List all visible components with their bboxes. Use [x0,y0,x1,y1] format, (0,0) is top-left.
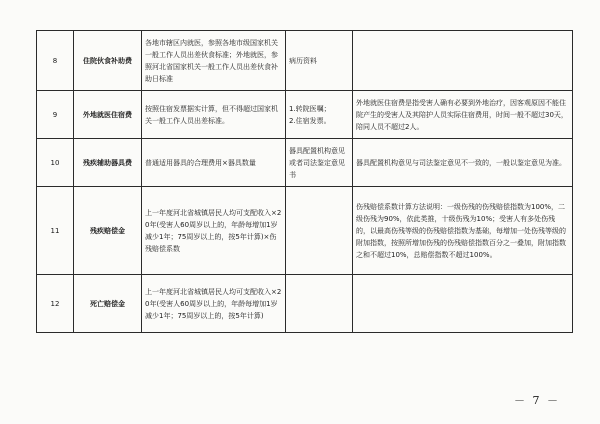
table-row [37,275,573,333]
remarks: 外地就医住宿费是指受害人确有必要到外地治疗，因客观原因不能住院产生的受害人及其陪护人员实际住宿费用，时间一般不超过30天，陪同人员不超过2人。 [353,91,573,139]
table-row [37,139,573,187]
row-number: 12 [37,275,74,333]
evidence-materials: 病历资料 [286,31,353,91]
calculation-standard: 按照住宿发票据实计算，但不得超过国家机关一般工作人员出差标准。 [142,91,286,139]
item-name: 外地就医住宿费 [74,91,142,139]
table-body [37,31,573,333]
calculation-standard: 普通适用器具的合理费用×器具数量 [142,139,286,187]
item-name: 残疾辅助器具费 [74,139,142,187]
calculation-standard: 上一年度河北省城镇居民人均可支配收入×20年(受害人60周岁以上的，年龄每增加1岁减少1年；75周岁以上的，按5年计算) [142,275,286,333]
row-number: 10 [37,139,74,187]
evidence-materials: 器具配置机构意见或者司法鉴定意见书 [286,139,353,187]
item-name: 残疾赔偿金 [74,187,142,275]
item-name: 死亡赔偿金 [74,275,142,333]
table-row [37,91,573,139]
row-number: 11 [37,187,74,275]
calculation-standard: 上一年度河北省城镇居民人均可支配收入×20年(受害人60周岁以上的，年龄每增加1岁减少1年；75周岁以上的，按5年计算)×伤残赔偿系数 [142,187,286,275]
row-number: 9 [37,91,74,139]
compensation-table [36,30,573,333]
table-row [37,31,573,91]
evidence-materials: 1.转院医嘱； 2.住宿发票。 [286,91,353,139]
remarks [353,275,573,333]
remarks: 伤残赔偿系数计算方法说明：一级伤残的伤残赔偿指数为100%，二级伤残为90%，依此类推，十级伤残为10%；受害人有多处伤残的，以最高伤残等级的伤残赔偿指数为基础，每增加一处伤残等级的附加指数，按照所增加伤残的伤残赔偿指数百分之一叠加，附加指数之和不超过10%，总赔偿指数不超过100%。 [353,187,573,275]
row-number: 8 [37,31,74,91]
calculation-standard: 各地市辖区内就医，参照各地市级国家机关一般工作人员出差伙食标准；外地就医，参照河北省国家机关一般工作人员出差伙食补助日标准 [142,31,286,91]
remarks: 器具配置机构意见与司法鉴定意见不一致的，一般以鉴定意见为准。 [353,139,573,187]
remarks [353,31,573,91]
item-name: 住院伙食补助费 [74,31,142,91]
evidence-materials [286,187,353,275]
table-row [37,187,573,275]
page-number: － 7 － [514,394,560,407]
evidence-materials [286,275,353,333]
